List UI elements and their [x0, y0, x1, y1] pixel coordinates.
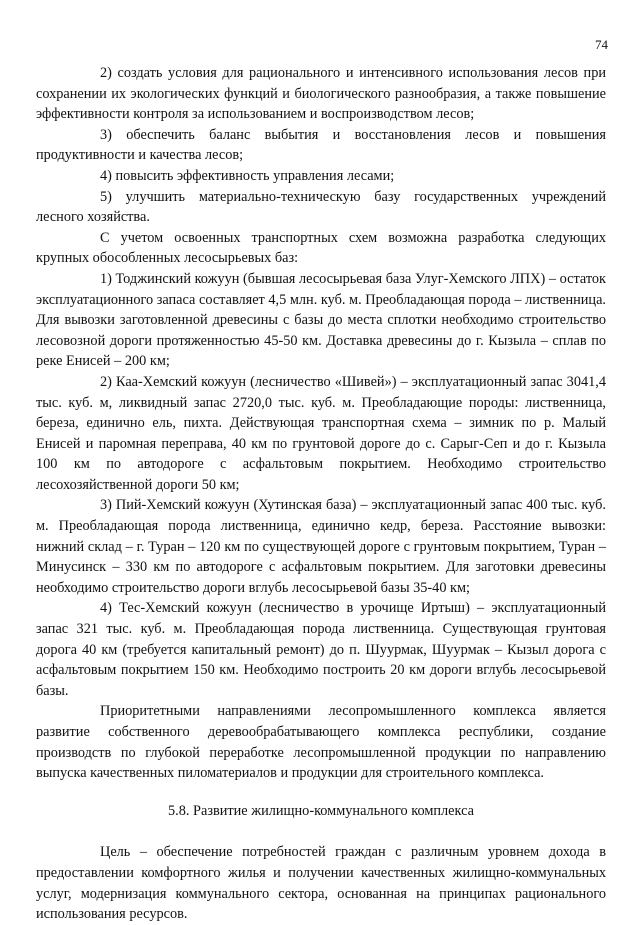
paragraph-goal-4: 4) повысить эффективность управления лесами; — [100, 167, 395, 184]
paragraph-base-3: 3) Пий-Хемский кожуун (Хутинская база) – эксплуатационный запас 400 тыс. куб. м. Преобладающая порода лиственница, единично кедр, береза. Расстояние вывозки: нижний склад – г. Туран – 120 км по существующей дороге с грунтовым покрытием, Туран – Минусинск – 330 км по автодороге с асфальтовым покрытием. Для заготовки древесины необходимо строительство дороги вглубь лесосырьевой базы 35-40 км; — [36, 497, 606, 596]
paragraph-section-goal: Цель – обеспечение потребностей граждан с различным уровнем дохода в предоставлении комфортного жилья и получении качественных жилищно-коммунальных услуг, модернизация коммунального сектора, основанная на принципах рационального использования ресурсов. — [36, 844, 606, 923]
paragraph-goal-3: 3) обеспечить баланс выбытия и восстановления лесов и повышения продуктивности и качества лесов; — [36, 126, 606, 164]
paragraph-base-4: 4) Тес-Хемский кожуун (лесничество в урочище Иртыш) – эксплуатационный запас 321 тыс. куб. м. Преобладающая порода лиственница. Существующая грунтовая дорога 40 км (требуется капитальный ремонт) до п. Шуурмак, Шуурмак – Кызыл дорога с асфальтовым покрытием 150 км. Необходимо построить 20 км дороги вглубь лесосырьевой базы. — [36, 600, 606, 699]
paragraph-priorities: Приоритетными направлениями лесопромышленного комплекса является развитие собственного деревообрабатывающего комплекса республики, создание производств по глубокой переработке лесопромышленной продукции по направлению выпуска качественных пиломатериалов и продукции для строительного комплекса. — [36, 703, 606, 782]
paragraph-bases-intro: С учетом освоенных транспортных схем возможна разработка следующих крупных обособленных лесосырьевых баз: — [36, 229, 606, 267]
section-heading: 5.8. Развитие жилищно-коммунального комплекса — [168, 802, 474, 819]
paragraph-base-1: 1) Тоджинский кожуун (бывшая лесосырьевая база Улуг-Хемского ЛПХ) – остаток эксплуатационного запаса составляет 4,5 млн. куб. м. Преобладающая порода – лиственница. Для вывозки заготовленной древесины с базы до места сплотки необходимо строительство лесовозной дороги протяженностью 45-50 км. Доставка древесины до г. Кызыла – сплав по реке Енисей – 200 км; — [36, 270, 606, 370]
paragraph-goal-2: 2) создать условия для рационального и интенсивного использования лесов при сохранении их экологических функций и биологического разнообразия, а также повышение эффективности контроля за использованием и воспроизводством лесов; — [36, 65, 606, 123]
page-number: 74 — [595, 37, 608, 52]
paragraph-goal-5: 5) улучшить материально-техническую базу государственных учреждений лесного хозяйства. — [36, 188, 606, 226]
document-body — [36, 63, 606, 925]
paragraph-base-2: 2) Каа-Хемский кожуун (лесничество «Шивей») – эксплуатационный запас 3041,4 тыс. куб. м, ликвидный запас 2720,0 тыс. куб. м. Преобладающие породы: лиственница, береза, единично ель, пихта. Действующая транспортная схема – зимник по р. Малый Енисей и паромная переправа, 40 км по грунтовой дороге до с. Сарыг-Сеп и до г. Кызыла 100 км по автодороге с асфальтовым покрытием. Необходимо строительство лесохозяйственной дороги 50 км; — [36, 373, 606, 493]
